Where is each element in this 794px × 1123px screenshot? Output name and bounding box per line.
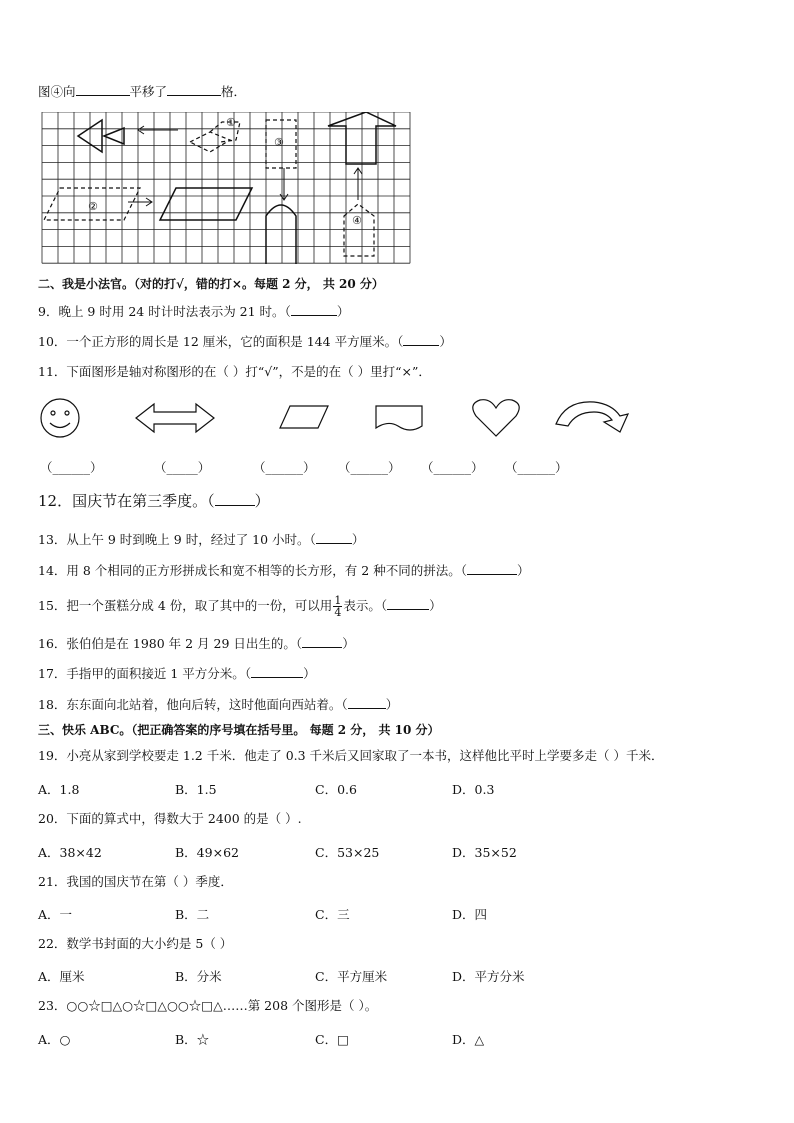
q23-option-d[interactable]: D．△ — [452, 1032, 485, 1047]
q8-part1: 图④向 — [38, 84, 76, 99]
q23-option-c[interactable]: C．□ — [315, 1032, 349, 1047]
q12: 12．国庆节在第三季度。（ ） — [38, 492, 270, 510]
q23: 23．○○☆□△○☆□△○○☆□△……第 208 个图形是（ ）。 — [38, 998, 378, 1013]
q17-answer[interactable] — [251, 665, 303, 678]
q8-line — [38, 83, 246, 100]
q22-option-c[interactable]: C．平方厘米 — [315, 969, 388, 984]
q22-option-b[interactable]: B．分米 — [175, 969, 222, 984]
parallelogram-icon — [280, 406, 328, 428]
q21-option-a[interactable]: A．一 — [38, 907, 73, 922]
q19: 19．小亮从家到学校要走 1.2 千米．他走了 0.3 千米后又回家取了一本书，这样他比平时上学要多走（ ）千米． — [38, 748, 664, 763]
q18: 18．东东面向北站着，他向后转，这时他面向西站着。（ ） — [38, 697, 399, 712]
q20-option-d[interactable]: D．35×52 — [452, 845, 517, 860]
q11-answer-4[interactable]: （______） — [338, 460, 401, 475]
q20-option-b[interactable]: B．49×62 — [175, 845, 239, 860]
q11-shapes — [38, 396, 638, 444]
q20-option-c[interactable]: C．53×25 — [315, 845, 380, 860]
q10: 10．一个正方形的周长是 12 厘米，它的面积是 144 平方厘米。（ ） — [38, 334, 452, 349]
section2-title: 二、我是小法官。（对的打√，错的打×。每题 2 分， 共 20 分） — [38, 277, 384, 291]
q11-answer-6[interactable]: （______） — [505, 460, 568, 475]
grid-label-2: ② — [88, 200, 98, 213]
q21: 21．我国的国庆节在第（ ）季度． — [38, 874, 233, 889]
wavy-flag-icon — [376, 406, 422, 430]
solid-parallelogram — [160, 188, 252, 220]
q20: 20．下面的算式中，得数大于 2400 的是（ ）. — [38, 811, 302, 826]
q14: 14．用 8 个相同的正方形拼成长和宽不相等的长方形，有 2 种不同的拼法。（ ） — [38, 563, 530, 578]
q19-option-d[interactable]: D．0.3 — [452, 782, 495, 797]
curved-arrow-icon — [556, 402, 628, 432]
q12-answer[interactable] — [215, 493, 255, 506]
q16-answer[interactable] — [302, 635, 342, 648]
q22-option-a[interactable]: A．厘米 — [38, 969, 85, 984]
q15: 15．把一个蛋糕分成 4 份，取了其中的一份，可以用 $\frac{1}{4}$ 表示。（ ） — [38, 594, 442, 619]
q22: 22．数学书封面的大小约是 5（ ） — [38, 936, 233, 951]
q8-blank-direction[interactable] — [76, 83, 130, 96]
left-arrow-shape — [78, 120, 124, 152]
q10-answer[interactable] — [403, 333, 439, 346]
q17: 17．手指甲的面积接近 1 平方分米。（ ） — [38, 666, 316, 681]
q11-answer-5[interactable]: （______） — [421, 460, 484, 475]
q15-answer[interactable] — [387, 597, 429, 610]
section3-title: 三、快乐 ABC。（把正确答案的序号填在括号里。 每题 2 分， 共 10 分） — [38, 723, 440, 737]
q8-part2: 平移了 — [129, 84, 168, 99]
q13-answer[interactable] — [316, 531, 352, 544]
q9-answer[interactable] — [291, 303, 337, 316]
q16: 16．张伯伯是在 1980 年 2 月 29 日出生的。（ ） — [38, 636, 355, 651]
grid-label-4: ④ — [352, 214, 362, 227]
grid-label-1: ① — [226, 116, 236, 129]
q11-answer-3[interactable]: （______） — [253, 460, 316, 475]
q18-answer[interactable] — [348, 696, 386, 709]
q22-option-d[interactable]: D．平方分米 — [452, 969, 525, 984]
translation-grid — [40, 112, 412, 264]
q23-option-a[interactable]: A．○ — [38, 1032, 71, 1047]
q23-option-b[interactable]: B．☆ — [175, 1032, 210, 1047]
q21-option-b[interactable]: B．二 — [175, 907, 210, 922]
q11-answer-1[interactable]: （______） — [40, 460, 103, 475]
arch-shape — [266, 205, 296, 264]
double-arrow-icon — [136, 404, 214, 432]
q19-option-c[interactable]: C．0.6 — [315, 782, 357, 797]
q9: 9．晚上 9 时用 24 时计时法表示为 21 时。（ ） — [38, 304, 350, 319]
q11-answer-2[interactable]: （_____） — [154, 460, 211, 475]
q11: 11．下面图形是轴对称图形的在（ ）打“√”，不是的在（ ）里打“×”． — [38, 364, 431, 379]
q19-option-b[interactable]: B．1.5 — [175, 782, 217, 797]
q13: 13．从上午 9 时到晚上 9 时，经过了 10 小时。（ ） — [38, 532, 365, 547]
q19-option-a[interactable]: A．1.8 — [38, 782, 80, 797]
q8-blank-count[interactable] — [167, 83, 221, 96]
q21-option-c[interactable]: C．三 — [315, 907, 350, 922]
smiley-icon — [41, 399, 79, 437]
q8-part3: 格． — [221, 84, 247, 99]
q21-option-d[interactable]: D．四 — [452, 907, 488, 922]
q14-answer[interactable] — [467, 562, 517, 575]
heart-icon — [473, 400, 519, 436]
q20-option-a[interactable]: A．38×42 — [38, 845, 102, 860]
fraction-one-quarter: $\frac{1}{4}$ — [334, 594, 342, 619]
grid-label-3: ③ — [274, 136, 284, 149]
